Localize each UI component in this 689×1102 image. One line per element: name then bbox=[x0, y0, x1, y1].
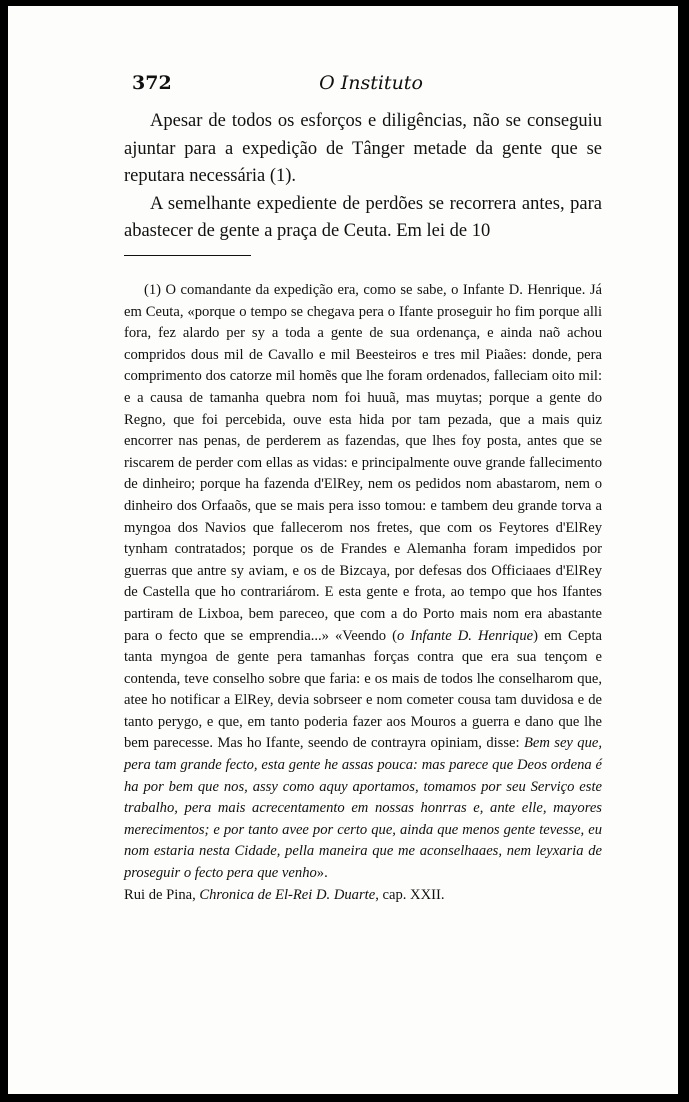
footnote-text: (1) O comandante da expedição era, como se sabe, o Infante D. Henrique. Já em Ceuta, «porque o tempo se chegava pera o Ifante proseguir ho fim porque alli fora, fez alardo per sy a toda a gente de sua ordenança, e ainda naõ achou compridos dous mil de Cavallo e mil Beesteiros e tres mil Piaães: donde, pera comprimento dos catorze mil homẽs que lhe foram ordenados, falleciam oito mil: e a causa de tamanha quebra nom foi huuã, mas muytas; porque a gente do Regno, que foi percebida, ouve esta hida por tam pezada, que a mais quiz encorrer nas penas, de perderem as fazendas, que lhes foy posta, antes que se riscarem de perder com ellas as vidas: e principalmente ouve grande fallecimento de dinheiro; porque ha fazenda d'ElRey, nem os pedidos nom abastarom, nem o dinheiro dos Orfaaõs, que se mais pera isso tomou: e tambem deu grande torva a myngoa dos Navios que fallecerom nos fretes, que com os Feytores d'ElRey tynham contratados; porque os de Frandes e Alemanha foram impedidos por guerras que antre sy aviam, e os de Bizcaya, por defesas dos Officiaaes d'ElRey de Castella que ho contrariárom. E esta gente e frota, ao tempo que hos Ifantes partiram de Lixboa, bem pareceo, que com a do Porto mais nom era abastante para o fecto que se emprendia...» «Veendo ( bbox=[124, 282, 602, 644]
footnote-italic-quote: Bem sey que, pera tam grande fecto, esta gente he assas pouca: mas parece que Deos ordena é ha por bem que nos, assy como aquy aportamos, tomamos por seu Serviço este trabalho, pera mais acrecentamento em nossas honrras e, ante elle, mayores merecimentos; e por tanto avee por certo que, ainda que menos gente tevesse, eu nom estaria nesta Cidade, pella maneira que me aconselhaaes, nem leyxaria de proseguir o fecto pera que venho bbox=[124, 735, 602, 882]
body-paragraph: Apesar de todos os esforços e diligências, não se conseguiu ajuntar para a expedição de Tânger metade da gente que se reputara necessária (1). bbox=[124, 111, 602, 186]
footnote-source bbox=[124, 885, 602, 907]
footnote-italic-text: o Infante D. Henrique bbox=[397, 627, 534, 644]
footnote-divider bbox=[124, 255, 251, 256]
footnote-paragraph bbox=[124, 280, 602, 885]
main-text bbox=[124, 108, 602, 246]
page-number: 372 bbox=[132, 72, 172, 94]
source-author: Rui de Pina, bbox=[124, 886, 200, 903]
footnote-text: ». bbox=[316, 865, 328, 882]
source-title: Chronica de El-Rei D. Duarte bbox=[199, 886, 376, 903]
page-header bbox=[132, 72, 610, 102]
source-reference: , cap. XXII. bbox=[375, 886, 445, 903]
running-title: O Instituto bbox=[319, 72, 423, 94]
footnote-text: ) em Cepta tanta myngoa de gente pera tamanhas forças contra que era sua tençom e contenda, teve conselho sobre que faria: e os mais de todos lhe conselharom que, atee ho notificar a ElRey, devia sobrseer e nom cometer cousa tam duvidosa e de tanto perygo, e que, em tanto poderia fazer aos Mouros a guerra e dano que lhe bem parecesse. Mas ho Ifante, seendo de contrayra opiniam, disse: bbox=[124, 627, 602, 752]
body-paragraph: A semelhante expediente de perdões se recorrera antes, para abastecer de gente a praça de Ceuta. Em lei de 10 bbox=[124, 193, 602, 241]
footnote bbox=[124, 280, 602, 906]
